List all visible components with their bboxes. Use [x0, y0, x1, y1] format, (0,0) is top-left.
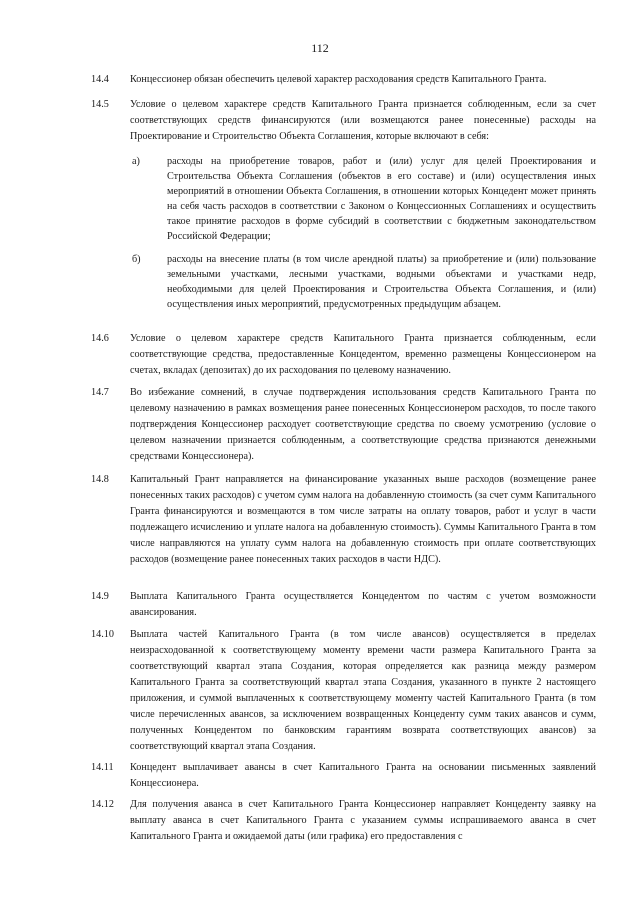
clause-text: Капитальный Грант направляется на финансирование указанных выше расходов (возмещение ранее понесенных таких расходов) с учетом сумм налога на добавленную стоимость (за счет сумм Капитального Гранта финансируются и возмещаются в том числе затраты на оплату товаров, работ и услуг в части подлежащего исчислению и уплате налога на добавленную стоимость). Суммы Капитального Гранта в том числе направляются на уплату сумм налога на добавленную стоимость при оплате соответствующих расходов (возмещение ранее понесенных таких расходов в части НДС). — [130, 474, 596, 565]
clause-14-8 — [91, 472, 596, 568]
clause-14-7 — [91, 385, 596, 465]
subclause-letter: б) — [132, 254, 141, 265]
clause-14-4 — [91, 72, 596, 88]
clause-text: Концедент выплачивает авансы в счет Капитального Гранта на основании письменных заявлений Концессионера. — [130, 762, 596, 789]
subclause-text: расходы на внесение платы (в том числе арендной платы) за приобретение и (или) пользование земельными участками, лесными участками, водными объектами и участками недр, необходимыми для целей Проектирования и Строительства Объекта Соглашения, и (или) осуществления иных мероприятий, предусмотренных предыдущим абзацем. — [167, 254, 596, 310]
subclause-text: расходы на приобретение товаров, работ и (или) услуг для целей Проектирования и Строительства Объекта Соглашения (объектов в его составе) и (или) осуществления иных мероприятий в отношении Объекта Соглашения, в отношении которых Концедент может принять на себя часть расходов в соответствии с Законом о Концессионных Соглашениях и осуществить такое принятие расходов в форме субсидий в соответствии с бюджетным законодательством Российской Федерации; — [167, 156, 596, 242]
clause-number: 14.10 — [91, 629, 114, 640]
clause-text: Концессионер обязан обеспечить целевой характер расходования средств Капитального Гранта. — [130, 74, 547, 85]
clause-14-11 — [91, 760, 596, 792]
clause-14-9 — [91, 589, 596, 621]
clause-number: 14.11 — [91, 762, 114, 773]
clause-number: 14.9 — [91, 591, 109, 602]
clause-number: 14.12 — [91, 799, 114, 810]
clause-text: Во избежание сомнений, в случае подтверждения использования средств Капитального Гранта по целевому назначению в рамках возмещения ранее понесенных Концессионером расходов, то после такого подтверждения Концессионер расходует соответствующие средства по своему усмотрению (условие о целевом назначении признается соблюденным, а соответствующие средства признаются денежными средствами Концессионера). — [130, 387, 596, 462]
clause-text: Выплата Капитального Гранта осуществляется Концедентом по частям с учетом возможности авансирования. — [130, 591, 596, 618]
clause-text: Для получения аванса в счет Капитального Гранта Концессионер направляет Концеденту заявку на выплату аванса в счет Капитального Гранта с указанием суммы испрашиваемого аванса в счет Капитального Гранта и ожидаемой даты (или графика) его предоставления с — [130, 799, 596, 842]
clause-14-12 — [91, 797, 596, 845]
subclause-a — [132, 154, 596, 244]
clause-14-6 — [91, 331, 596, 379]
subclause-b — [132, 252, 596, 312]
clause-14-5 — [91, 97, 596, 145]
clause-14-10 — [91, 627, 596, 755]
page-number: 112 — [311, 41, 329, 55]
clause-number: 14.4 — [91, 74, 109, 85]
clause-text: Условие о целевом характере средств Капитального Гранта признается соблюденным, если за счет соответствующих средств финансируются (или возмещаются ранее понесенные) расходы на Проектирование и Строительство Объекта Соглашения, которые включают в себя: — [130, 99, 596, 142]
subclause-letter: а) — [132, 156, 140, 167]
clause-number: 14.6 — [91, 333, 109, 344]
clause-text: Выплата частей Капитального Гранта (в том числе авансов) осуществляется в пределах неизрасходованной к соответствующему моменту времени части размера Капитального Гранта за соответствующий квартал этапа Создания, которая определяется как разница между размером Капитального Гранта за соответствующий квартал этапа Создания, указанного в пункте 2 настоящего приложения, и суммой выплаченных к соответствующему моменту частей Капитального Гранта (в том числе перечисленных авансов, за исключением возвращенных Концеденту сумм таких авансов и сумм, полученных Концедентом по банковским гарантиям возврата соответствующих авансов) за соответствующий квартал этапа Создания. — [130, 629, 596, 752]
clause-number: 14.8 — [91, 474, 109, 485]
clause-text: Условие о целевом характере средств Капитального Гранта признается соблюденным, если соответствующие средства, предоставленные Концедентом, временно размещены Концессионером на счетах, вкладах (депозитах) до их расходования по целевому назначению. — [130, 333, 596, 376]
clause-number: 14.7 — [91, 387, 109, 398]
clause-number: 14.5 — [91, 99, 109, 110]
